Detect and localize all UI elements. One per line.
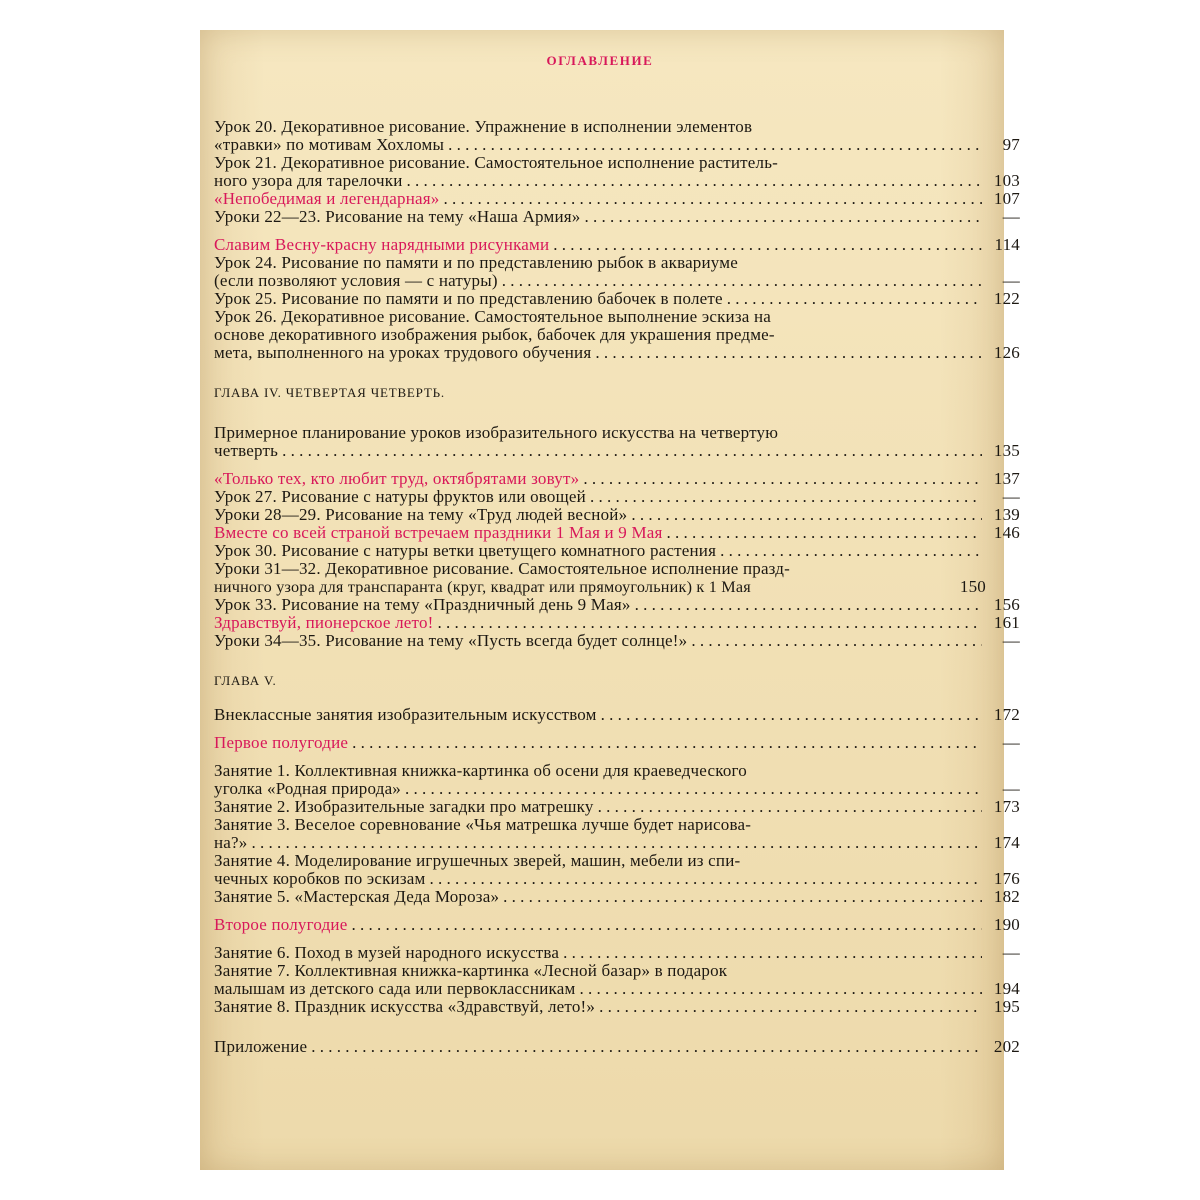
section-title: Первое полугодие <box>214 733 349 752</box>
page-number: — <box>1002 943 1020 962</box>
toc-entry-lesson-27 <box>214 487 1020 506</box>
leader-dots <box>579 980 982 998</box>
toc-entry-extracurricular <box>214 705 1020 724</box>
page-number: 107 <box>993 189 1020 208</box>
leader-dots <box>502 272 982 290</box>
entry-text-line: Уроки 22—23. Рисование на тему «Наша Армия» <box>214 207 581 226</box>
toc-entry-lessons-34-35 <box>214 631 1020 650</box>
leader-dots <box>503 888 982 906</box>
entry-text-line: «травки» по мотивам Хохломы <box>214 135 445 154</box>
entry-text-line: на?» <box>214 833 248 852</box>
toc-entry-activity-1 <box>214 761 1020 798</box>
entry-text-line: Урок 25. Рисование по памяти и по представлению бабочек в полете <box>214 289 723 308</box>
toc-entry-lesson-21 <box>214 153 1020 190</box>
entry-text-line: Урок 21. Декоративное рисование. Самостоятельное исполнение раститель- <box>214 153 779 172</box>
page-number: 195 <box>993 997 1020 1016</box>
entry-text-line: Урок 27. Рисование с натуры фруктов или овощей <box>214 487 586 506</box>
toc-entry-lesson-26 <box>214 307 1020 362</box>
toc-entry-activity-7 <box>214 961 1020 998</box>
toc-entry-activity-6 <box>214 943 1020 962</box>
entry-text-line: Занятие 4. Моделирование игрушечных зверей, машин, мебели из спи- <box>214 851 741 870</box>
toc-entry-lessons-31-32 <box>214 560 986 596</box>
leader-dots <box>727 290 982 308</box>
page-number: 182 <box>993 887 1020 906</box>
leader-dots <box>405 780 982 798</box>
leader-dots <box>252 834 983 852</box>
toc-entries <box>214 117 1020 1056</box>
entry-text-line: основе декоративного изображения рыбок, бабочек для украшения предме- <box>214 325 775 344</box>
leader-dots <box>429 870 982 888</box>
leader-dots <box>599 998 982 1016</box>
section-title: Вместе со всей страной встречаем праздники 1 Мая и 9 Мая <box>214 523 663 542</box>
page-number: 103 <box>993 171 1020 190</box>
page-number: — <box>1002 733 1020 752</box>
entry-text-line: Занятие 3. Веселое соревнование «Чья матрешка лучше будет нарисова- <box>214 815 752 834</box>
leader-dots <box>563 944 982 962</box>
entry-text-line: малышам из детского сада или первоклассникам <box>214 979 576 998</box>
section-title: «Только тех, кто любит труд, октябрятами зовут» <box>214 469 580 488</box>
entry-text-line: чечных коробков по эскизам <box>214 869 426 888</box>
entry-text-line: мета, выполненного на уроках трудового обучения <box>214 343 592 362</box>
toc-section-heading <box>214 613 1020 632</box>
toc-entry-activity-8 <box>214 997 1020 1016</box>
entry-text-line: Занятие 5. «Мастерская Деда Мороза» <box>214 887 500 906</box>
page-title: ОГЛАВЛЕНИЕ <box>546 53 654 68</box>
entry-text-line: Приложение <box>214 1037 308 1056</box>
entry-text-line: Урок 26. Декоративное рисование. Самостоятельное выполнение эскиза на <box>214 307 772 326</box>
entry-text-line: ного узора для тарелочки <box>214 171 403 190</box>
page-number: 122 <box>993 289 1020 308</box>
page-number: 172 <box>993 705 1020 724</box>
leader-dots <box>595 344 982 362</box>
leader-dots <box>351 916 982 934</box>
page-number: — <box>1002 779 1020 798</box>
leader-dots <box>553 236 982 254</box>
toc-entry-activity-3 <box>214 815 1020 852</box>
leader-dots <box>311 1038 982 1056</box>
entry-text-line: Уроки 31—32. Декоративное рисование. Самостоятельное исполнение празд- <box>214 559 791 578</box>
toc-entry-activity-5 <box>214 887 1020 906</box>
leader-dots <box>407 172 983 190</box>
entry-text-line: Урок 30. Рисование с натуры ветки цветущего комнатного растения <box>214 541 717 560</box>
chapter-heading: ГЛАВА V. <box>214 673 277 688</box>
leader-dots <box>583 470 982 488</box>
entry-text-line: Урок 20. Декоративное рисование. Упражнение в исполнении элементов <box>214 117 753 136</box>
entry-text-line: Занятие 6. Поход в музей народного искусства <box>214 943 560 962</box>
toc-entry-lesson-25 <box>214 289 1020 308</box>
toc-entry-planning <box>214 423 1020 460</box>
page-number: 150 <box>959 577 986 596</box>
leader-dots <box>720 542 982 560</box>
page-number: 139 <box>993 505 1020 524</box>
page-number: — <box>1002 271 1020 290</box>
toc-entry-lesson-20 <box>214 117 1020 154</box>
leader-dots <box>590 488 982 506</box>
leader-dots <box>601 706 982 724</box>
toc-section-heading <box>214 469 1020 488</box>
toc-entry-activity-4 <box>214 851 1020 888</box>
page-number: 135 <box>993 441 1020 460</box>
page-number: 176 <box>993 869 1020 888</box>
section-title: Здравствуй, пионерское лето! <box>214 613 434 632</box>
page-number: 97 <box>1002 135 1020 154</box>
entry-text-line: уголка «Родная природа» <box>214 779 402 798</box>
leader-dots <box>631 506 982 524</box>
entry-text-line: ничного узора для транспаранта (круг, квадрат или прямоугольник) к 1 Мая <box>214 578 751 596</box>
leader-dots <box>282 442 982 460</box>
toc-entry-appendix <box>214 1037 1020 1056</box>
leader-dots <box>352 734 982 752</box>
toc-section-heading <box>214 523 1020 542</box>
entry-text-line: Урок 33. Рисование на тему «Праздничный день 9 Мая» <box>214 595 631 614</box>
leader-dots <box>448 136 982 154</box>
page-number: 161 <box>993 613 1020 632</box>
leader-dots <box>691 632 982 650</box>
entry-text-line: Уроки 34—35. Рисование на тему «Пусть всегда будет солнце!» <box>214 631 688 650</box>
page-number: 137 <box>993 469 1020 488</box>
leader-dots <box>444 190 983 208</box>
entry-text-line: Внеклассные занятия изобразительным искусством <box>214 705 597 724</box>
toc-entry-lesson-24 <box>214 253 1020 290</box>
leader-dots <box>667 524 982 542</box>
leader-dots <box>635 596 982 614</box>
entry-text-line: Занятие 2. Изобразительные загадки про матрешку <box>214 797 594 816</box>
toc-entry-lessons-22-23 <box>214 207 1020 226</box>
toc-section-heading <box>214 189 1020 208</box>
page-number: 173 <box>993 797 1020 816</box>
entry-text-line: четверть <box>214 441 279 460</box>
toc-entry-lesson-30 <box>214 542 986 560</box>
page-number: 202 <box>993 1037 1020 1056</box>
entry-text-line: Уроки 28—29. Рисование на тему «Труд людей весной» <box>214 505 628 524</box>
entry-text-line: Занятие 7. Коллективная книжка-картинка «Лесной базар» в подарок <box>214 961 728 980</box>
page-number: 156 <box>993 595 1020 614</box>
toc-section-heading <box>214 235 1020 254</box>
chapter-heading: ГЛАВА IV. ЧЕТВЕРТАЯ ЧЕТВЕРТЬ. <box>214 385 445 400</box>
toc-section-heading <box>214 733 1020 752</box>
entry-text-line: Примерное планирование уроков изобразительного искусства на четвертую <box>214 423 779 442</box>
page-number: — <box>1002 207 1020 226</box>
entry-text-line: Занятие 1. Коллективная книжка-картинка об осени для краеведческого <box>214 761 747 780</box>
page-number: 126 <box>993 343 1020 362</box>
page-number: 190 <box>993 915 1020 934</box>
leader-dots <box>598 798 982 816</box>
leader-dots <box>438 614 982 632</box>
toc-entry-activity-2 <box>214 797 1020 816</box>
page-number: — <box>1002 487 1020 506</box>
page-number: 174 <box>993 833 1020 852</box>
toc-section-heading <box>214 915 1020 934</box>
page-number: — <box>1002 631 1020 650</box>
page-number: 146 <box>993 523 1020 542</box>
section-title: «Непобедимая и легендарная» <box>214 189 440 208</box>
leader-dots <box>584 208 982 226</box>
toc-entry-lessons-28-29 <box>214 505 1020 524</box>
page-number: 114 <box>994 235 1020 254</box>
section-title: Второе полугодие <box>214 915 348 934</box>
section-title: Славим Весну-красну нарядными рисунками <box>214 235 550 254</box>
entry-text-line: Занятие 8. Праздник искусства «Здравствуй, лето!» <box>214 997 596 1016</box>
toc-entry-lesson-33 <box>214 595 1020 614</box>
book-page <box>200 30 1020 1170</box>
page-number: 194 <box>993 979 1020 998</box>
entry-text-line: Урок 24. Рисование по памяти и по представлению рыбок в аквариуме <box>214 253 738 272</box>
entry-text-line: (если позволяют условия — с натуры) <box>214 271 498 290</box>
